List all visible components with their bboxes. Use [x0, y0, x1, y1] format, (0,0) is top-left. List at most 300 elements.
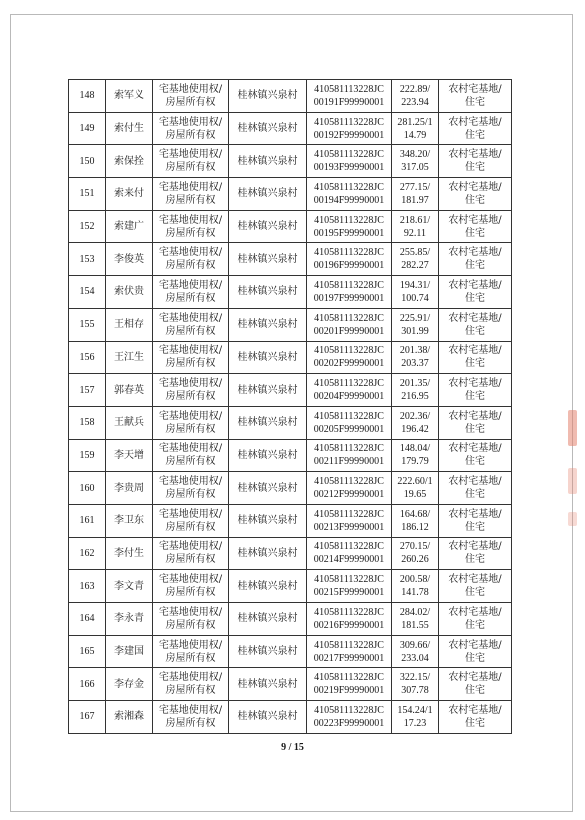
table-row	[69, 112, 512, 145]
unit-code-cell-line: 410581113228JC	[314, 476, 384, 488]
unit-code-cell-line: 410581113228JC	[314, 378, 384, 390]
unit-code-cell	[307, 276, 392, 309]
unit-code-cell	[307, 701, 392, 734]
unit-code-cell-line: 410581113228JC	[314, 508, 384, 520]
right-type-cell-line: 宅基地使用权/	[158, 378, 223, 390]
right-type-cell	[153, 406, 229, 439]
table-row	[69, 178, 512, 211]
unit-code-cell-line: 00197F99990001	[313, 292, 385, 304]
right-type-cell	[153, 701, 229, 734]
area-cell-line: 225.91/	[399, 312, 431, 324]
right-type-cell-line: 宅基地使用权/	[158, 279, 223, 291]
area-cell	[392, 145, 439, 178]
right-type-cell-line: 宅基地使用权/	[158, 606, 223, 618]
right-type-cell-line: 宅基地使用权/	[158, 83, 223, 95]
unit-code-cell-line: 410581113228JC	[314, 574, 384, 586]
area-cell	[392, 374, 439, 407]
unit-code-cell-line: 00217F99990001	[313, 652, 385, 664]
table-row	[69, 439, 512, 472]
unit-code-cell-line: 00211F99990001	[313, 456, 385, 468]
area-cell-line: 270.15/	[399, 541, 431, 553]
right-type-cell	[153, 570, 229, 603]
location-cell: 桂林镇兴泉村	[229, 145, 307, 178]
table-row	[69, 80, 512, 113]
row-number-cell: 162	[69, 537, 106, 570]
right-type-cell-line: 宅基地使用权/	[158, 214, 223, 226]
unit-code-cell-line: 00213F99990001	[313, 521, 385, 533]
unit-code-cell	[307, 243, 392, 276]
location-cell: 桂林镇兴泉村	[229, 472, 307, 505]
unit-code-cell-line: 410581113228JC	[314, 345, 384, 357]
right-type-cell-line: 宅基地使用权/	[158, 704, 223, 716]
right-type-cell	[153, 635, 229, 668]
usage-cell	[439, 537, 512, 570]
area-cell	[392, 537, 439, 570]
unit-code-cell-line: 00193F99990001	[313, 162, 385, 174]
unit-code-cell-line: 00216F99990001	[313, 619, 385, 631]
unit-code-cell-line: 410581113228JC	[314, 83, 384, 95]
row-number-cell: 157	[69, 374, 106, 407]
owner-name-cell: 李贵周	[106, 472, 153, 505]
right-type-cell-line: 房屋所有权	[165, 227, 216, 239]
usage-cell-line: 住宅	[465, 652, 485, 664]
area-cell-line: 301.99	[401, 325, 429, 337]
usage-cell-line: 住宅	[465, 227, 485, 239]
owner-name-cell: 李俊英	[106, 243, 153, 276]
right-type-cell-line: 宅基地使用权/	[158, 312, 223, 324]
area-cell-line: 201.35/	[399, 378, 431, 390]
usage-cell	[439, 504, 512, 537]
owner-name-cell: 郭春英	[106, 374, 153, 407]
unit-code-cell	[307, 504, 392, 537]
usage-cell-line: 住宅	[465, 619, 485, 631]
unit-code-cell	[307, 570, 392, 603]
table-row	[69, 374, 512, 407]
unit-code-cell-line: 00212F99990001	[313, 489, 385, 501]
registration-table-body	[69, 80, 512, 734]
usage-cell-line: 住宅	[465, 260, 485, 272]
location-cell: 桂林镇兴泉村	[229, 439, 307, 472]
area-cell	[392, 210, 439, 243]
table-row	[69, 504, 512, 537]
owner-name-cell: 李卫东	[106, 504, 153, 537]
usage-cell-line: 农村宅基地/	[448, 476, 502, 488]
usage-cell-line: 住宅	[465, 358, 485, 370]
area-cell-line: 307.78	[401, 685, 429, 697]
area-cell-line: 317.05	[401, 162, 429, 174]
table-row	[69, 668, 512, 701]
location-cell: 桂林镇兴泉村	[229, 570, 307, 603]
area-cell-line: 281.25/1	[397, 116, 433, 128]
owner-name-cell: 王相存	[106, 308, 153, 341]
area-cell	[392, 276, 439, 309]
unit-code-cell-line: 00192F99990001	[313, 129, 385, 141]
unit-code-cell	[307, 178, 392, 211]
unit-code-cell	[307, 635, 392, 668]
location-cell: 桂林镇兴泉村	[229, 276, 307, 309]
area-cell-line: 141.78	[401, 587, 429, 599]
table-row	[69, 243, 512, 276]
right-type-cell	[153, 472, 229, 505]
area-cell-line: 348.20/	[399, 149, 431, 161]
right-type-cell-line: 宅基地使用权/	[158, 149, 223, 161]
right-type-cell-line: 房屋所有权	[165, 652, 216, 664]
seal-stamp-fragment	[568, 468, 577, 494]
usage-cell	[439, 701, 512, 734]
owner-name-cell: 索伏贵	[106, 276, 153, 309]
area-cell-line: 233.04	[401, 652, 429, 664]
unit-code-cell	[307, 80, 392, 113]
row-number-cell: 149	[69, 112, 106, 145]
usage-cell-line: 农村宅基地/	[448, 639, 502, 651]
usage-cell-line: 农村宅基地/	[448, 247, 502, 259]
area-cell	[392, 178, 439, 211]
location-cell: 桂林镇兴泉村	[229, 80, 307, 113]
right-type-cell-line: 房屋所有权	[165, 521, 216, 533]
area-cell-line: 218.61/	[399, 214, 431, 226]
unit-code-cell	[307, 210, 392, 243]
usage-cell	[439, 145, 512, 178]
area-cell	[392, 635, 439, 668]
area-cell-line: 179.79	[401, 456, 429, 468]
area-cell-line: 222.89/	[399, 83, 431, 95]
table-row	[69, 406, 512, 439]
area-cell-line: 223.94	[401, 96, 429, 108]
row-number-cell: 148	[69, 80, 106, 113]
owner-name-cell: 索付生	[106, 112, 153, 145]
usage-cell-line: 农村宅基地/	[448, 116, 502, 128]
owner-name-cell: 李付生	[106, 537, 153, 570]
right-type-cell-line: 宅基地使用权/	[158, 247, 223, 259]
right-type-cell-line: 房屋所有权	[165, 260, 216, 272]
area-cell-line: 14.79	[403, 129, 427, 141]
right-type-cell-line: 宅基地使用权/	[158, 574, 223, 586]
owner-name-cell: 李永青	[106, 603, 153, 636]
usage-cell-line: 农村宅基地/	[448, 606, 502, 618]
table-row	[69, 701, 512, 734]
usage-cell	[439, 472, 512, 505]
area-cell-line: 154.24/1	[397, 704, 433, 716]
right-type-cell	[153, 145, 229, 178]
usage-cell-line: 住宅	[465, 717, 485, 729]
location-cell: 桂林镇兴泉村	[229, 374, 307, 407]
usage-cell-line: 农村宅基地/	[448, 214, 502, 226]
usage-cell-line: 农村宅基地/	[448, 345, 502, 357]
unit-code-cell-line: 00202F99990001	[313, 358, 385, 370]
table-row	[69, 570, 512, 603]
unit-code-cell-line: 00205F99990001	[313, 423, 385, 435]
owner-name-cell: 索保拴	[106, 145, 153, 178]
area-cell	[392, 243, 439, 276]
right-type-cell-line: 房屋所有权	[165, 489, 216, 501]
unit-code-cell-line: 00223F99990001	[313, 717, 385, 729]
row-number-cell: 161	[69, 504, 106, 537]
area-cell-line: 277.15/	[399, 181, 431, 193]
table-row	[69, 308, 512, 341]
right-type-cell-line: 房屋所有权	[165, 587, 216, 599]
unit-code-cell-line: 410581113228JC	[314, 181, 384, 193]
unit-code-cell-line: 00196F99990001	[313, 260, 385, 272]
unit-code-cell-line: 00191F99990001	[313, 96, 385, 108]
area-cell-line: 196.42	[401, 423, 429, 435]
usage-cell	[439, 308, 512, 341]
usage-cell-line: 住宅	[465, 391, 485, 403]
area-cell-line: 181.97	[401, 194, 429, 206]
usage-cell-line: 住宅	[465, 325, 485, 337]
right-type-cell-line: 房屋所有权	[165, 162, 216, 174]
area-cell	[392, 472, 439, 505]
unit-code-cell	[307, 537, 392, 570]
area-cell	[392, 668, 439, 701]
location-cell: 桂林镇兴泉村	[229, 537, 307, 570]
unit-code-cell-line: 410581113228JC	[314, 704, 384, 716]
right-type-cell	[153, 341, 229, 374]
right-type-cell-line: 房屋所有权	[165, 325, 216, 337]
row-number-cell: 167	[69, 701, 106, 734]
usage-cell	[439, 276, 512, 309]
page-number: 9 / 15	[281, 742, 304, 753]
usage-cell-line: 农村宅基地/	[448, 378, 502, 390]
table-row	[69, 341, 512, 374]
unit-code-cell-line: 410581113228JC	[314, 149, 384, 161]
unit-code-cell-line: 410581113228JC	[314, 541, 384, 553]
usage-cell	[439, 80, 512, 113]
right-type-cell-line: 房屋所有权	[165, 194, 216, 206]
unit-code-cell	[307, 145, 392, 178]
usage-cell-line: 农村宅基地/	[448, 181, 502, 193]
usage-cell	[439, 570, 512, 603]
area-cell	[392, 570, 439, 603]
table-row	[69, 603, 512, 636]
location-cell: 桂林镇兴泉村	[229, 504, 307, 537]
usage-cell	[439, 210, 512, 243]
area-cell	[392, 701, 439, 734]
unit-code-cell-line: 00194F99990001	[313, 194, 385, 206]
row-number-cell: 159	[69, 439, 106, 472]
owner-name-cell: 李存金	[106, 668, 153, 701]
area-cell-line: 203.37	[401, 358, 429, 370]
unit-code-cell-line: 00195F99990001	[313, 227, 385, 239]
unit-code-cell-line: 410581113228JC	[314, 410, 384, 422]
unit-code-cell-line: 00201F99990001	[313, 325, 385, 337]
right-type-cell-line: 宅基地使用权/	[158, 345, 223, 357]
area-cell	[392, 603, 439, 636]
unit-code-cell-line: 00204F99990001	[313, 391, 385, 403]
unit-code-cell-line: 410581113228JC	[314, 639, 384, 651]
row-number-cell: 155	[69, 308, 106, 341]
usage-cell-line: 农村宅基地/	[448, 312, 502, 324]
row-number-cell: 152	[69, 210, 106, 243]
right-type-cell	[153, 374, 229, 407]
usage-cell-line: 住宅	[465, 423, 485, 435]
right-type-cell-line: 房屋所有权	[165, 717, 216, 729]
owner-name-cell: 索建广	[106, 210, 153, 243]
right-type-cell-line: 房屋所有权	[165, 391, 216, 403]
usage-cell-line: 农村宅基地/	[448, 410, 502, 422]
usage-cell-line: 农村宅基地/	[448, 149, 502, 161]
area-cell	[392, 80, 439, 113]
right-type-cell	[153, 439, 229, 472]
right-type-cell	[153, 603, 229, 636]
usage-cell-line: 农村宅基地/	[448, 83, 502, 95]
owner-name-cell: 王献兵	[106, 406, 153, 439]
usage-cell-line: 农村宅基地/	[448, 443, 502, 455]
area-cell-line: 164.68/	[399, 508, 431, 520]
table-row	[69, 472, 512, 505]
row-number-cell: 160	[69, 472, 106, 505]
unit-code-cell	[307, 439, 392, 472]
area-cell-line: 282.27	[401, 260, 429, 272]
area-cell	[392, 504, 439, 537]
unit-code-cell	[307, 472, 392, 505]
usage-cell-line: 住宅	[465, 685, 485, 697]
usage-cell-line: 住宅	[465, 194, 485, 206]
right-type-cell	[153, 504, 229, 537]
area-cell-line: 17.23	[403, 717, 427, 729]
unit-code-cell-line: 410581113228JC	[314, 443, 384, 455]
area-cell-line: 202.36/	[399, 410, 431, 422]
unit-code-cell-line: 410581113228JC	[314, 247, 384, 259]
right-type-cell-line: 房屋所有权	[165, 554, 216, 566]
location-cell: 桂林镇兴泉村	[229, 308, 307, 341]
right-type-cell-line: 宅基地使用权/	[158, 672, 223, 684]
unit-code-cell-line: 410581113228JC	[314, 116, 384, 128]
right-type-cell-line: 宅基地使用权/	[158, 443, 223, 455]
usage-cell-line: 住宅	[465, 96, 485, 108]
usage-cell-line: 农村宅基地/	[448, 704, 502, 716]
owner-name-cell: 李天增	[106, 439, 153, 472]
area-cell-line: 322.15/	[399, 672, 431, 684]
unit-code-cell-line: 410581113228JC	[314, 606, 384, 618]
right-type-cell-line: 房屋所有权	[165, 685, 216, 697]
area-cell-line: 284.02/	[399, 606, 431, 618]
right-type-cell	[153, 178, 229, 211]
unit-code-cell	[307, 374, 392, 407]
owner-name-cell: 李建国	[106, 635, 153, 668]
area-cell-line: 216.95	[401, 391, 429, 403]
usage-cell	[439, 374, 512, 407]
area-cell-line: 201.38/	[399, 345, 431, 357]
area-cell-line: 194.31/	[399, 279, 431, 291]
row-number-cell: 154	[69, 276, 106, 309]
unit-code-cell-line: 410581113228JC	[314, 279, 384, 291]
area-cell-line: 92.11	[403, 227, 427, 239]
right-type-cell	[153, 668, 229, 701]
right-type-cell	[153, 243, 229, 276]
unit-code-cell	[307, 603, 392, 636]
usage-cell-line: 农村宅基地/	[448, 541, 502, 553]
right-type-cell-line: 宅基地使用权/	[158, 410, 223, 422]
location-cell: 桂林镇兴泉村	[229, 210, 307, 243]
table-row	[69, 537, 512, 570]
area-cell	[392, 406, 439, 439]
row-number-cell: 153	[69, 243, 106, 276]
usage-cell	[439, 668, 512, 701]
unit-code-cell	[307, 308, 392, 341]
right-type-cell	[153, 80, 229, 113]
location-cell: 桂林镇兴泉村	[229, 341, 307, 374]
usage-cell-line: 农村宅基地/	[448, 574, 502, 586]
unit-code-cell-line: 00214F99990001	[313, 554, 385, 566]
right-type-cell	[153, 308, 229, 341]
location-cell: 桂林镇兴泉村	[229, 243, 307, 276]
right-type-cell-line: 宅基地使用权/	[158, 541, 223, 553]
owner-name-cell: 王江生	[106, 341, 153, 374]
usage-cell-line: 住宅	[465, 456, 485, 468]
area-cell-line: 148.04/	[399, 443, 431, 455]
usage-cell-line: 住宅	[465, 162, 485, 174]
usage-cell	[439, 603, 512, 636]
row-number-cell: 164	[69, 603, 106, 636]
owner-name-cell: 索湘森	[106, 701, 153, 734]
unit-code-cell	[307, 668, 392, 701]
usage-cell	[439, 635, 512, 668]
location-cell: 桂林镇兴泉村	[229, 701, 307, 734]
location-cell: 桂林镇兴泉村	[229, 178, 307, 211]
location-cell: 桂林镇兴泉村	[229, 112, 307, 145]
seal-stamp-fragment	[568, 410, 577, 446]
right-type-cell	[153, 276, 229, 309]
unit-code-cell	[307, 406, 392, 439]
owner-name-cell: 李文青	[106, 570, 153, 603]
area-cell-line: 186.12	[401, 521, 429, 533]
row-number-cell: 165	[69, 635, 106, 668]
right-type-cell-line: 宅基地使用权/	[158, 116, 223, 128]
area-cell-line: 255.85/	[399, 247, 431, 259]
row-number-cell: 166	[69, 668, 106, 701]
registration-table	[68, 79, 512, 734]
usage-cell	[439, 112, 512, 145]
right-type-cell-line: 宅基地使用权/	[158, 508, 223, 520]
right-type-cell-line: 房屋所有权	[165, 423, 216, 435]
unit-code-cell-line: 410581113228JC	[314, 312, 384, 324]
usage-cell-line: 住宅	[465, 292, 485, 304]
area-cell	[392, 112, 439, 145]
location-cell: 桂林镇兴泉村	[229, 603, 307, 636]
right-type-cell-line: 房屋所有权	[165, 358, 216, 370]
usage-cell-line: 住宅	[465, 129, 485, 141]
usage-cell-line: 农村宅基地/	[448, 508, 502, 520]
usage-cell-line: 农村宅基地/	[448, 672, 502, 684]
owner-name-cell: 索军义	[106, 80, 153, 113]
unit-code-cell	[307, 112, 392, 145]
row-number-cell: 156	[69, 341, 106, 374]
area-cell-line: 100.74	[401, 292, 429, 304]
right-type-cell-line: 宅基地使用权/	[158, 181, 223, 193]
unit-code-cell-line: 410581113228JC	[314, 214, 384, 226]
area-cell-line: 19.65	[403, 489, 427, 501]
right-type-cell-line: 房屋所有权	[165, 292, 216, 304]
area-cell	[392, 439, 439, 472]
area-cell-line: 222.60/1	[397, 476, 433, 488]
table-row	[69, 635, 512, 668]
area-cell	[392, 308, 439, 341]
row-number-cell: 158	[69, 406, 106, 439]
right-type-cell-line: 房屋所有权	[165, 129, 216, 141]
area-cell-line: 260.26	[401, 554, 429, 566]
right-type-cell-line: 房屋所有权	[165, 619, 216, 631]
usage-cell	[439, 439, 512, 472]
unit-code-cell-line: 00219F99990001	[313, 685, 385, 697]
usage-cell-line: 住宅	[465, 521, 485, 533]
usage-cell-line: 农村宅基地/	[448, 279, 502, 291]
right-type-cell	[153, 112, 229, 145]
row-number-cell: 151	[69, 178, 106, 211]
table-row	[69, 210, 512, 243]
row-number-cell: 150	[69, 145, 106, 178]
usage-cell-line: 住宅	[465, 587, 485, 599]
location-cell: 桂林镇兴泉村	[229, 635, 307, 668]
